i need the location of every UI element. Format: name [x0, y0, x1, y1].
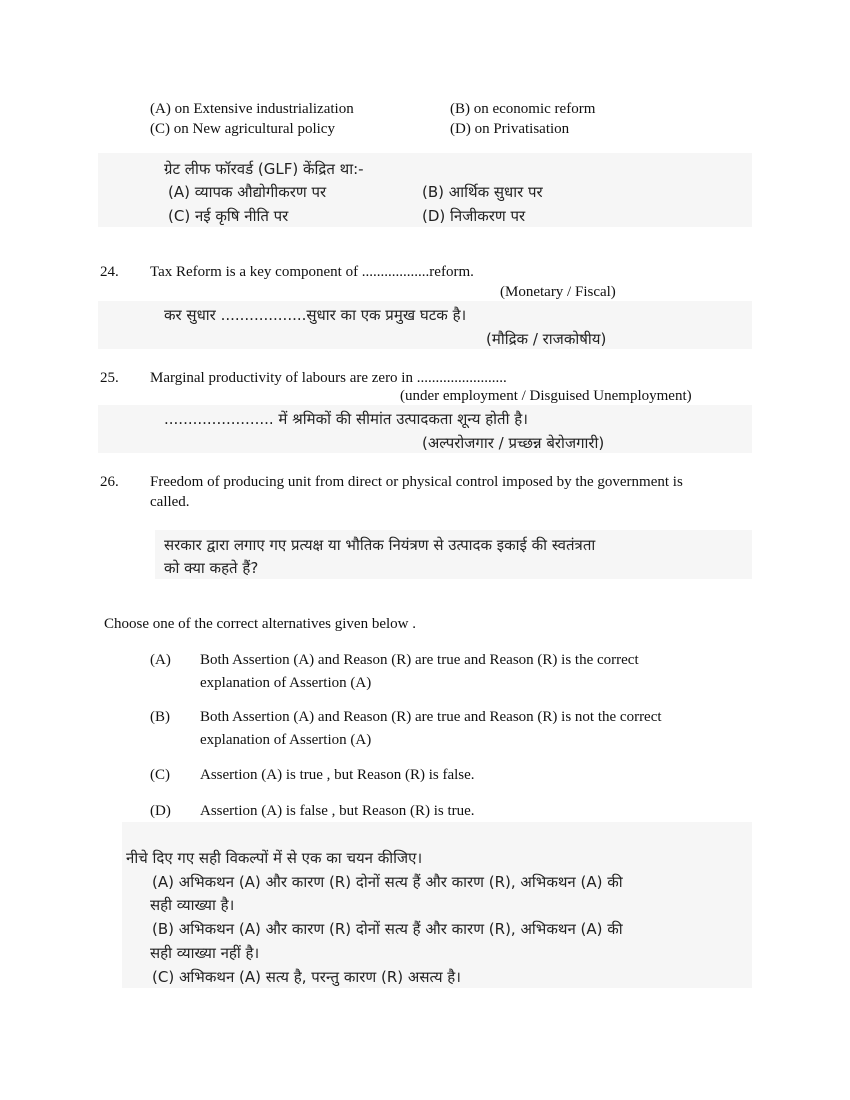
q25-hint-en: (under employment / Disguised Unemployment) [400, 388, 692, 404]
assertion-intro-en: Choose one of the correct alternatives given below . [104, 616, 416, 632]
q24-question-en: Tax Reform is a key component of ..................reform. [150, 264, 474, 280]
q23-option-d-en: (D) on Privatisation [450, 121, 570, 137]
assertion-option-a-hi-line1: (A) अभिकथन (A) और कारण (R) दोनों सत्य हैं और कारण (R), अभिकथन (A) की [152, 873, 623, 891]
q24-question-hi: कर सुधार ..................सुधार का एक प्रमुख घटक है। [164, 306, 467, 324]
q23-question-hi: ग्रेट लीफ फॉरवर्ड (GLF) केंद्रित था:- [164, 160, 364, 178]
q26-question-en-line2: called. [150, 494, 190, 510]
assertion-option-c-line1: Assertion (A) is true , but Reason (R) is false. [200, 767, 475, 783]
q25-number: 25. [100, 370, 119, 386]
q26-question-en-line1: Freedom of producing unit from direct or physical control imposed by the government is [150, 474, 683, 490]
assertion-option-b-hi-line1: (B) अभिकथन (A) और कारण (R) दोनों सत्य हैं और कारण (R), अभिकथन (A) की [152, 920, 623, 938]
assertion-option-a-hi-line2: सही व्याख्या है। [150, 896, 235, 914]
q23-option-c-en: (C) on New agricultural policy [150, 121, 335, 137]
assertion-option-b-label: (B) [150, 709, 170, 725]
assertion-intro-hi: नीचे दिए गए सही विकल्पों में से एक का चयन कीजिए। [126, 849, 423, 867]
q24-hint-hi: (मौद्रिक / राजकोषीय) [486, 330, 607, 348]
assertion-option-a-line1: Both Assertion (A) and Reason (R) are true and Reason (R) is the correct [200, 652, 639, 668]
q23-option-c-hi: (C) नई कृषि नीति पर [168, 207, 289, 225]
q25-hint-hi: (अल्परोजगार / प्रच्छन्न बेरोजगारी) [422, 434, 605, 452]
assertion-option-c-label: (C) [150, 767, 170, 783]
assertion-option-a-line2: explanation of Assertion (A) [200, 675, 372, 691]
q24-number: 24. [100, 264, 119, 280]
q23-option-b-en: (B) on economic reform [450, 101, 596, 117]
q23-option-d-hi: (D) निजीकरण पर [422, 207, 526, 225]
q25-question-hi: ....................... में श्रमिकों की सीमांत उत्पादकता शून्य होती है। [164, 410, 528, 428]
q26-question-hi-line2: को क्या कहते हैं? [164, 559, 259, 577]
q24-hint-en: (Monetary / Fiscal) [500, 284, 616, 300]
assertion-option-d-label: (D) [150, 803, 171, 819]
assertion-option-b-hi-line2: सही व्याख्या नहीं है। [150, 944, 260, 962]
q23-option-a-en: (A) on Extensive industrialization [150, 101, 354, 117]
q23-option-a-hi: (A) व्यापक औद्योगीकरण पर [168, 183, 327, 201]
q26-number: 26. [100, 474, 119, 490]
q25-question-en: Marginal productivity of labours are zero in ........................ [150, 370, 507, 386]
q23-option-b-hi: (B) आर्थिक सुधार पर [422, 183, 543, 201]
assertion-option-d-line1: Assertion (A) is false , but Reason (R) is true. [200, 803, 475, 819]
assertion-option-b-line1: Both Assertion (A) and Reason (R) are true and Reason (R) is not the correct [200, 709, 662, 725]
assertion-option-a-label: (A) [150, 652, 171, 668]
q26-question-hi-line1: सरकार द्वारा लगाए गए प्रत्यक्ष या भौतिक नियंत्रण से उत्पादक इकाई की स्वतंत्रता [164, 536, 596, 554]
assertion-option-b-line2: explanation of Assertion (A) [200, 732, 372, 748]
assertion-option-c-hi-line1: (C) अभिकथन (A) सत्य है, परन्तु कारण (R) असत्य है। [152, 968, 461, 986]
